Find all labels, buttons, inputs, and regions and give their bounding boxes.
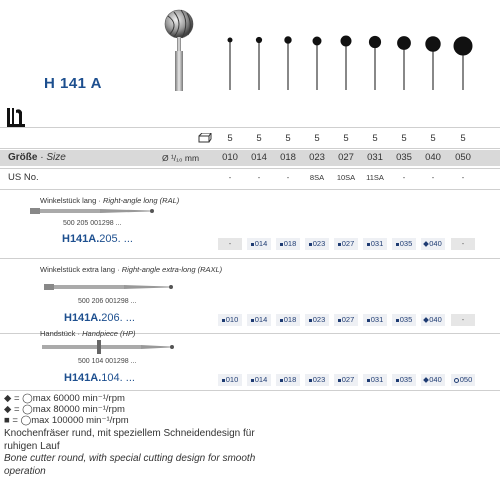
us-number-cell (247, 172, 271, 184)
pack-qty-cell (218, 133, 242, 145)
us-number-cell-text: - (228, 173, 232, 182)
order-code-cell-text: 027 (341, 239, 355, 248)
us-number-label: US No. (8, 172, 39, 183)
order-code-cell-text: 018 (283, 315, 297, 324)
pack-qty-cell (451, 133, 475, 145)
pack-qty-cell-text: 5 (372, 133, 378, 144)
description-en-line: operation (4, 465, 46, 477)
row-raxl-cells (0, 314, 500, 327)
order-code-cell-text: 035 (399, 239, 413, 248)
us-number-cell-text: 8SA (309, 173, 325, 182)
us-number-cell-text: - (257, 173, 261, 182)
order-code-cell-text: 040 (429, 375, 442, 384)
divider (0, 189, 500, 190)
order-code-cell-text: 023 (312, 239, 326, 248)
us-number-cell-text: - (286, 173, 290, 182)
square-marker-icon (251, 319, 254, 322)
divider (0, 168, 500, 169)
size-cell (334, 152, 358, 164)
us-number-cell (305, 172, 329, 184)
speed-prefix: = ◯max (12, 415, 50, 426)
size-cell (276, 152, 300, 164)
pack-qty-cell-text: 5 (430, 133, 436, 144)
pack-qty-cell (334, 133, 358, 145)
us-number-cell (218, 172, 242, 184)
square-marker-icon (222, 319, 225, 322)
us-number-cell (451, 172, 475, 184)
speed-value: 100000 min⁻¹/rpm (51, 415, 129, 426)
square-marker-icon (338, 243, 341, 246)
row-raxl-code-num: 206. ... (101, 312, 135, 324)
size-values (0, 152, 500, 165)
hp-bur-illustration (42, 338, 182, 356)
order-code-cell-text: 031 (370, 375, 384, 384)
pack-qty-cell-text: 5 (256, 133, 262, 144)
us-number-cell-text: - (402, 173, 406, 182)
order-code-cell (392, 238, 416, 250)
row-ral-code-num: 205. ... (99, 233, 133, 245)
order-code-cell (218, 314, 242, 326)
pack-qty-cell (247, 133, 271, 145)
row-raxl-name-en: Right-angle extra-long (RAXL) (121, 265, 223, 274)
square-marker-icon (338, 379, 341, 382)
order-code-cell (451, 374, 475, 386)
order-code-cell-text: 018 (283, 375, 297, 384)
order-code-cell (305, 238, 329, 250)
row-ral-article: 500 205 001298 ... (63, 220, 122, 227)
square-marker-icon (309, 379, 312, 382)
pack-qty-cell-text: 5 (401, 133, 407, 144)
size-label-de: Größe (8, 152, 38, 163)
size-cell (247, 152, 271, 164)
size-cell-text: 050 (455, 152, 471, 163)
order-code-cell (421, 314, 445, 326)
bur-product-image (158, 2, 200, 92)
order-code-cell (334, 314, 358, 326)
speed-symbol: ■ (4, 415, 10, 426)
size-cell-text: 035 (396, 152, 412, 163)
square-marker-icon (367, 379, 370, 382)
size-label-en: Size (46, 152, 66, 163)
square-marker-icon (251, 243, 254, 246)
us-number-cell (392, 172, 416, 184)
size-cell (305, 152, 329, 164)
order-code-cell (392, 374, 416, 386)
square-marker-icon (367, 243, 370, 246)
us-number-cell-text: 10SA (336, 173, 356, 182)
order-code-cell (276, 374, 300, 386)
order-code-cell (247, 238, 271, 250)
size-ball-icons (218, 30, 500, 90)
size-cell-text: 040 (425, 152, 441, 163)
order-code-cell (451, 314, 475, 326)
order-code-cell (363, 374, 387, 386)
order-code-cell-text: 014 (254, 315, 268, 324)
row-ral-cells (0, 238, 500, 251)
order-code-cell (247, 314, 271, 326)
size-label: Größe · Size (8, 152, 66, 163)
order-code-cell (218, 374, 242, 386)
order-code-cell-text: 031 (370, 239, 384, 248)
pack-qty-cell (276, 133, 300, 145)
order-code-cell-text: 010 (225, 375, 239, 384)
size-cell (392, 152, 416, 164)
order-code-cell-text: - (461, 239, 465, 248)
size-cell-text: 031 (367, 152, 383, 163)
raxl-bur-illustration (44, 280, 184, 294)
order-code-cell-text: 014 (254, 375, 268, 384)
speed-legend (4, 393, 129, 426)
divider (0, 390, 500, 391)
row-raxl-article: 500 206 001298 ... (78, 298, 137, 305)
pack-qty-cell-text: 5 (227, 133, 233, 144)
speed-symbol: ◆ (4, 404, 12, 415)
speed-legend-item (4, 393, 129, 404)
pack-qty-cell (363, 133, 387, 145)
speed-prefix: = ◯max (13, 393, 51, 404)
square-marker-icon (338, 319, 341, 322)
us-number-cell-text: 11SA (366, 173, 384, 182)
row-hp-article: 500 104 001298 ... (78, 358, 137, 365)
size-cell-text: 023 (309, 152, 325, 163)
order-code-cell (334, 238, 358, 250)
order-code-cell-text: 040 (429, 315, 442, 324)
size-cell (218, 152, 242, 164)
square-marker-icon (222, 379, 225, 382)
pack-qty-cell (305, 133, 329, 145)
us-number-cell-text: - (431, 173, 435, 182)
square-marker-icon (367, 319, 370, 322)
row-hp-code-prefix: H141A. (64, 372, 102, 384)
size-cell-text: 027 (338, 152, 354, 163)
pack-qty-cell (421, 133, 445, 145)
us-number-cell (421, 172, 445, 184)
size-cell-text: 018 (280, 152, 296, 163)
order-code-cell-text: 023 (312, 375, 326, 384)
us-number-cell (276, 172, 300, 184)
row-hp-cells (0, 374, 500, 387)
order-code-cell-text: 023 (312, 315, 326, 324)
square-marker-icon (309, 243, 312, 246)
pack-qty-cell (392, 133, 416, 145)
square-marker-icon (280, 319, 283, 322)
order-code-cell (392, 314, 416, 326)
row-ral-name-de: Winkelstück lang (40, 196, 97, 205)
order-code-cell (247, 374, 271, 386)
pack-qty-cell-text: 5 (314, 133, 320, 144)
square-marker-icon (280, 243, 283, 246)
size-cell (451, 152, 475, 164)
order-code-cell-text: 014 (254, 239, 268, 248)
divider (0, 258, 500, 259)
square-marker-icon (396, 319, 399, 322)
order-code-cell (363, 314, 387, 326)
pack-quantity-row (0, 133, 500, 146)
order-code-cell-text: 040 (429, 239, 442, 248)
order-code-cell-text: 035 (399, 375, 413, 384)
square-marker-icon (251, 379, 254, 382)
ral-bur-illustration (30, 204, 170, 218)
description-en-line: Bone cutter round, with special cutting design for smooth (4, 453, 256, 464)
order-code-cell-text: 035 (399, 315, 413, 324)
order-code-cell (218, 238, 242, 250)
size-cell (421, 152, 445, 164)
description-de-line: ruhigen Lauf (4, 440, 60, 452)
order-code-cell (276, 238, 300, 250)
order-code-cell-text: 050 (459, 375, 473, 384)
size-cell-text: 010 (222, 152, 238, 163)
brand-logo-icon (6, 106, 26, 128)
order-code-cell-text: - (228, 239, 232, 248)
speed-value: 80000 min⁻¹/rpm (53, 404, 125, 415)
square-marker-icon (309, 319, 312, 322)
row-hp-name-en: Handpiece (HP) (82, 329, 136, 338)
size-cell-text: 014 (251, 152, 267, 163)
size-unit: Ø ¹/₁₀ mm (162, 153, 200, 163)
row-ral-name-en: Right-angle long (RAL) (102, 196, 180, 205)
page-title: H 141 A (44, 75, 102, 92)
pack-qty-cell-text: 5 (285, 133, 291, 144)
us-number-cell (334, 172, 358, 184)
speed-value: 60000 min⁻¹/rpm (53, 393, 125, 404)
us-number-values (0, 172, 500, 185)
order-code-cell-text: 018 (283, 239, 297, 248)
square-marker-icon (280, 379, 283, 382)
pack-qty-cell-text: 5 (460, 133, 466, 144)
order-code-cell (334, 374, 358, 386)
size-cell (363, 152, 387, 164)
order-code-cell (276, 314, 300, 326)
row-ral-name: Winkelstück lang · Right-angle long (RAL) (40, 196, 180, 205)
square-marker-icon (396, 243, 399, 246)
description-de-line: Knochenfräser rund, mit speziellem Schneidendesign für (4, 428, 255, 439)
order-code-cell-text: 031 (370, 315, 384, 324)
speed-symbol: ◆ (4, 393, 12, 404)
order-code-cell (363, 238, 387, 250)
order-code-cell (305, 374, 329, 386)
row-raxl-name: Winkelstück extra lang · Right-angle extra-long (RAXL) (40, 265, 223, 274)
us-number-cell-text: - (461, 173, 465, 182)
row-hp-code-num: 104. ... (101, 372, 135, 384)
speed-prefix: = ◯max (13, 404, 51, 415)
us-number-cell (363, 172, 387, 184)
description (4, 428, 255, 478)
order-code-cell (421, 374, 445, 386)
divider (0, 127, 500, 128)
order-code-cell-text: 010 (225, 315, 239, 324)
order-code-cell (305, 314, 329, 326)
speed-legend-item (4, 404, 129, 415)
circle-marker-icon (454, 378, 459, 383)
pack-qty-cell-text: 5 (343, 133, 349, 144)
speed-legend-item (4, 415, 129, 426)
divider (0, 148, 500, 149)
row-raxl-code-prefix: H141A. (64, 312, 102, 324)
row-hp-name-de: Handstück (40, 329, 76, 338)
order-code-cell-text: 027 (341, 375, 355, 384)
row-raxl-name-de: Winkelstück extra lang (40, 265, 116, 274)
square-marker-icon (396, 379, 399, 382)
order-code-cell-text: - (461, 315, 465, 324)
row-ral-code-prefix: H141A. (62, 233, 100, 245)
order-code-cell (451, 238, 475, 250)
order-code-cell (421, 238, 445, 250)
order-code-cell-text: 027 (341, 315, 355, 324)
row-hp-name: Handstück · Handpiece (HP) (40, 329, 136, 338)
